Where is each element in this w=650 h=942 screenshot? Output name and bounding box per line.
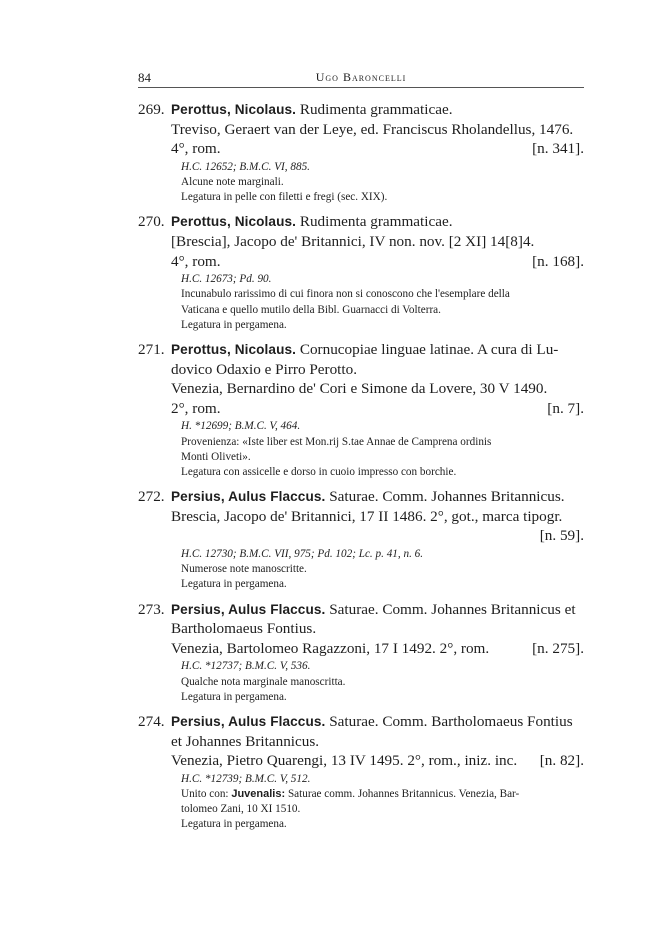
bibliographic-refs: H.C. 12673; Pd. 90.	[181, 273, 272, 286]
entry-author: Perottus, Nicolaus.	[171, 341, 297, 357]
running-head: Ugo Baroncelli	[315, 70, 407, 84]
catalog-entry-273	[138, 600, 584, 705]
entry-notes	[138, 659, 584, 705]
entry-format: 4°, rom.	[171, 140, 221, 158]
entry-heading	[138, 340, 584, 360]
catalog-entry-274	[138, 712, 584, 833]
page-header	[138, 66, 584, 88]
bound-with-author: Juvenalis:	[231, 787, 286, 800]
note-line: Legatura in pergamena.	[181, 318, 287, 331]
entry-imprint	[138, 232, 584, 271]
title-continuation: et Johannes Britannicus.	[171, 732, 320, 750]
entry-number: 273.	[138, 600, 165, 618]
note-line: Qualche nota marginale manoscritta.	[181, 675, 346, 688]
title-continuation: dovico Odaxio e Pirro Perotto.	[171, 360, 358, 378]
format-line	[171, 252, 584, 272]
format-line	[171, 399, 584, 419]
bibliographic-refs: H.C. *12739; B.M.C. V, 512.	[181, 772, 311, 785]
note-line: Legatura in pelle con filetti e fregi (sec. XIX).	[181, 191, 388, 204]
title-continuation: Bartholomaeus Fontius.	[171, 620, 317, 638]
entry-number: 270.	[138, 213, 165, 231]
entry-author: Perottus, Nicolaus.	[171, 214, 297, 230]
entry-heading	[138, 212, 584, 232]
entry-notes	[138, 272, 584, 333]
entry-notes	[138, 772, 584, 833]
catalog-entry-270	[138, 212, 584, 333]
imprint-line: Venezia, Bartolomeo Ragazzoni, 17 I 1492. 2°, rom.	[171, 639, 490, 657]
note-line: Alcune note marginali.	[181, 175, 284, 188]
header-rule	[138, 87, 584, 88]
entry-title: Rudimenta grammaticae.	[299, 213, 453, 231]
entry-author: Persius, Aulus Flaccus.	[171, 601, 326, 617]
entry-heading	[138, 712, 584, 732]
shelf-location: [n. 59].	[539, 527, 584, 545]
note-line: tolomeo Zani, 10 XI 1510.	[181, 803, 301, 816]
entry-title: Rudimenta grammaticae.	[299, 101, 453, 118]
note-line: Vaticana e quello mutilo della Bibl. Guarnacci di Volterra.	[181, 303, 441, 316]
bibliographic-refs: H.C. 12730; B.M.C. VII, 975; Pd. 102; Lc. p. 41, n. 6.	[181, 547, 424, 560]
entry-imprint	[138, 120, 584, 159]
entry-number: 271.	[138, 340, 165, 358]
entry-title: Cornucopiae linguae latinae. A cura di Lu-	[299, 340, 559, 358]
imprint-line: Treviso, Geraert van der Leye, ed. Franciscus Rholandellus, 1476.	[171, 120, 574, 138]
entry-author: Persius, Aulus Flaccus.	[171, 713, 326, 729]
catalog-entry-271	[138, 340, 584, 480]
entry-title: Saturae. Comm. Johannes Britannicus et	[329, 600, 576, 618]
entry-imprint	[138, 732, 584, 771]
entry-heading	[138, 600, 584, 620]
note-line: Legatura con assicelle e dorso in cuoio impresso con borchie.	[181, 465, 457, 478]
entry-notes	[138, 419, 584, 480]
note-line: Legatura in pergamena.	[181, 690, 287, 703]
format-line	[171, 751, 584, 771]
bibliographic-refs: H. *12699; B.M.C. V, 464.	[181, 420, 301, 433]
note-line: Numerose note manoscritte.	[181, 563, 307, 576]
entry-notes	[138, 160, 584, 206]
entry-number: 272.	[138, 488, 165, 506]
entry-imprint	[138, 360, 584, 419]
note-line: Monti Oliveti».	[181, 450, 251, 463]
bibliographic-refs: H.C. 12652; B.M.C. VI, 885.	[181, 160, 310, 173]
format-line	[171, 639, 584, 659]
entry-heading	[138, 487, 584, 507]
entry-number: 269.	[138, 101, 165, 118]
entry-heading	[138, 100, 584, 120]
note-line: Legatura in pergamena.	[181, 818, 287, 831]
catalog-entry-272	[138, 487, 584, 592]
entry-imprint	[138, 619, 584, 658]
entry-imprint	[138, 507, 584, 546]
shelf-location: [n. 275].	[532, 639, 584, 657]
imprint-line: Venezia, Bernardino de' Cori e Simone da Lovere, 30 V 1490.	[171, 380, 548, 398]
entry-notes	[138, 547, 584, 593]
entry-number: 274.	[138, 712, 165, 730]
entry-title: Saturae. Comm. Johannes Britannicus.	[329, 488, 565, 506]
shelf-location: [n. 82].	[539, 752, 584, 770]
bound-with-prefix: Unito con:	[181, 787, 229, 800]
imprint-line: Brescia, Jacopo de' Britannici, 17 II 1486. 2°, got., marca tipogr.	[171, 507, 563, 525]
entry-author: Persius, Aulus Flaccus.	[171, 489, 326, 505]
entry-format: 2°, rom.	[171, 399, 221, 417]
note-line: Incunabulo rarissimo di cui finora non si conoscono che l'esemplare della	[181, 288, 510, 301]
page-number: 84	[138, 70, 151, 85]
catalog-entry-269	[138, 100, 584, 205]
bound-with-note	[181, 787, 584, 802]
format-line	[171, 139, 584, 159]
entry-title: Saturae. Comm. Bartholomaeus Fontius	[329, 712, 573, 730]
shelf-location: [n. 341].	[532, 140, 584, 158]
imprint-line: [Brescia], Jacopo de' Britannici, IV non. nov. [2 XI] 14[8]4.	[171, 232, 535, 250]
shelf-location: [n. 168].	[532, 252, 584, 270]
imprint-line: Venezia, Pietro Quarengi, 13 IV 1495. 2°, rom., iniz. inc.	[171, 752, 518, 770]
entry-author: Perottus, Nicolaus.	[171, 102, 297, 117]
bibliographic-refs: H.C. *12737; B.M.C. V, 536.	[181, 660, 311, 673]
note-line: Provenienza: «Iste liber est Mon.rij S.tae Annae de Camprena ordinis	[181, 435, 492, 448]
note-line: Legatura in pergamena.	[181, 578, 287, 591]
shelf-location: [n. 7].	[547, 399, 584, 417]
catalog-entries	[138, 100, 584, 837]
bound-with-title: Saturae comm. Johannes Britannicus. Venezia, Bar-	[287, 787, 520, 800]
entry-format: 4°, rom.	[171, 252, 221, 270]
